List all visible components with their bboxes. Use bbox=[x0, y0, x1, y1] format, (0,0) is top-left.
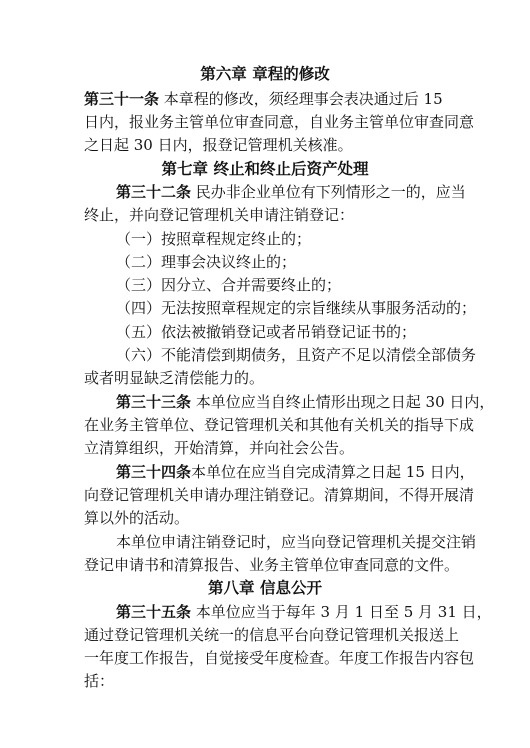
article-32-item-6-cont: 或者明显缺乏清偿能力的。 bbox=[84, 369, 265, 387]
article-35-line-1 bbox=[0, 600, 530, 625]
article-34-label: 第三十四条 bbox=[116, 463, 192, 481]
article-32-item-5: （五）依法被撤销登记或者吊销登记证书的； bbox=[116, 323, 417, 341]
article-31-label: 第三十一条 bbox=[84, 90, 160, 108]
article-35-line-2: 通过登记管理机关统一的信息平台向登记管理机关报送上 bbox=[84, 626, 460, 644]
article-32-text-1: 民办非企业单位有下列情形之一的，应当 bbox=[191, 183, 466, 201]
article-32-item-2: （二）理事会决议终止的； bbox=[116, 253, 297, 271]
chapter-6-heading: 第六章 章程的修改 bbox=[200, 65, 330, 83]
article-33-line-1 bbox=[0, 390, 530, 415]
article-33-line-3: 立清算组织，开始清算，并向社会公告。 bbox=[84, 439, 355, 457]
paragraph-line-2: 登记申请书和清算报告、业务主管单位审查同意的文件。 bbox=[84, 556, 460, 574]
article-34-line-2: 向登记管理机关申请办理注销登记。清算期间，不得开展清 bbox=[84, 486, 475, 504]
article-35-line-3: 一年度工作报告，自觉接受年度检查。年度工作报告内容包 bbox=[84, 649, 475, 667]
article-32-line-1 bbox=[0, 180, 530, 205]
article-33-line-2: 在业务主管单位、登记管理机关和其他有关机关的指导下成 bbox=[84, 416, 475, 434]
article-32-item-6: （六）不能清偿到期债务，且资产不足以清偿全部债务 bbox=[116, 346, 477, 364]
chapter-8-heading: 第八章 信息公开 bbox=[208, 579, 322, 597]
article-31-line-3: 之日起 30 日内，报登记管理机关核准。 bbox=[84, 136, 353, 154]
article-33-label: 第三十三条 bbox=[116, 393, 192, 411]
article-32-item-4: （四）无法按照章程规定的宗旨继续从事服务活动的； bbox=[116, 299, 477, 317]
article-32-item-3: （三）因分立、合并需要终止的； bbox=[116, 276, 342, 294]
article-32-label: 第三十二条 bbox=[116, 183, 192, 201]
article-35-text-1: 本单位应当于每年 3 月 1 日至 5 月 31 日， bbox=[191, 603, 492, 621]
paragraph-line-1: 本单位申请注销登记时，应当向登记管理机关提交注销 bbox=[116, 533, 477, 551]
article-34-line-1 bbox=[0, 460, 530, 485]
article-34-text-1: 本单位在应当自完成清算之日起 15 日内， bbox=[191, 463, 475, 481]
article-32-item-1: （一）按照章程规定终止的； bbox=[116, 230, 312, 248]
article-31-line-2: 日内，报业务主管单位审查同意，自业务主管单位审查同意 bbox=[84, 113, 475, 131]
article-33-text-1: 本单位应当自终止情形出现之日起 30 日内， bbox=[191, 393, 495, 411]
article-34-line-3: 算以外的活动。 bbox=[84, 509, 190, 527]
chapter-7-heading: 第七章 终止和终止后资产处理 bbox=[161, 160, 369, 178]
article-35-label: 第三十五条 bbox=[116, 603, 192, 621]
article-35-line-4: 括： bbox=[84, 672, 115, 690]
article-31-line-1 bbox=[0, 87, 530, 112]
article-31-text-1: 本章程的修改，须经理事会表决通过后 15 bbox=[159, 90, 443, 108]
article-32-line-2: 终止，并向登记管理机关申请注销登记： bbox=[84, 206, 355, 224]
